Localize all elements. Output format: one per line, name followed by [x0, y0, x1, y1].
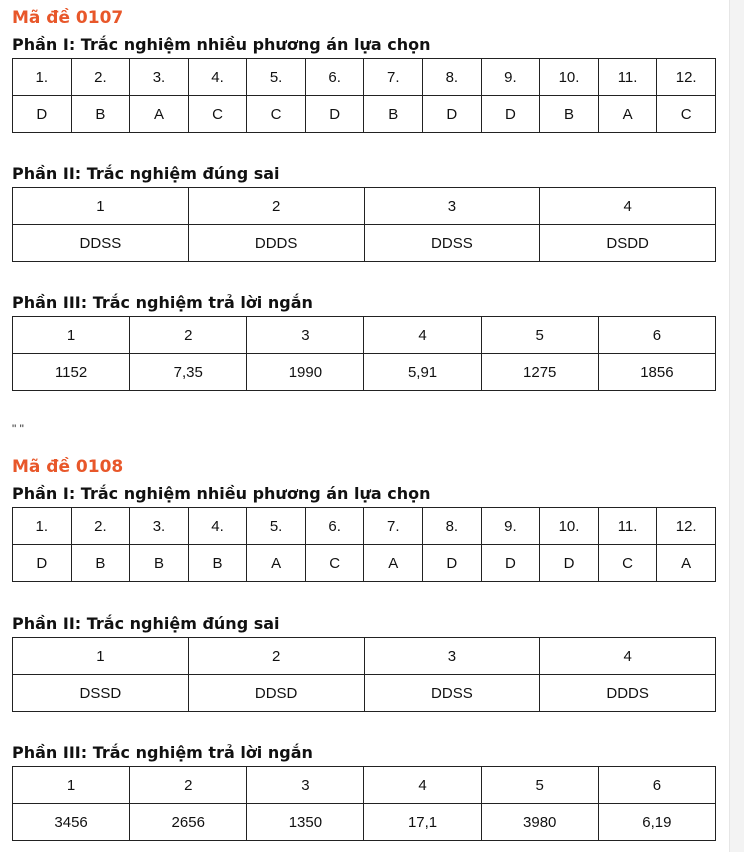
table-cell: 1. [13, 59, 72, 96]
table-cell: 1 [13, 317, 130, 354]
table-cell: DSSD [13, 675, 189, 712]
table-cell: 3 [364, 188, 540, 225]
table-cell: 7. [364, 59, 423, 96]
table-cell: 5. [247, 59, 306, 96]
table-cell: 4 [540, 188, 716, 225]
table-row-answers [13, 804, 716, 841]
table-cell: A [364, 545, 423, 582]
table-cell: 1152 [13, 354, 130, 391]
table-cell: DDSS [13, 225, 189, 262]
table-cell: D [540, 545, 599, 582]
table-cell: 1 [13, 638, 189, 675]
table-cell: 17,1 [364, 804, 481, 841]
exam-0108-part1 [12, 484, 716, 582]
table-cell: 4. [188, 508, 247, 545]
table-cell: B [364, 96, 423, 133]
part1-table [12, 58, 716, 133]
part3-title: Phần III: Trắc nghiệm trả lời ngắn [12, 293, 313, 312]
table-cell: 8. [423, 59, 482, 96]
table-cell: 2 [188, 188, 364, 225]
table-cell: 11. [598, 59, 657, 96]
table-cell: C [188, 96, 247, 133]
table-cell: 2. [71, 508, 130, 545]
table-cell: 4 [364, 317, 481, 354]
table-cell: A [598, 96, 657, 133]
table-cell: 3 [247, 317, 364, 354]
exam-0108-part2 [12, 614, 716, 712]
exam-code-0108-heading-block [12, 456, 716, 478]
table-cell: 6,19 [598, 804, 715, 841]
exam-0108-part3 [12, 743, 716, 841]
table-cell: C [247, 96, 306, 133]
table-cell: D [481, 545, 540, 582]
table-row-header [13, 638, 716, 675]
table-cell: 12. [657, 59, 716, 96]
table-row-answers [13, 96, 716, 133]
table-cell: 3. [130, 508, 189, 545]
table-cell: D [13, 96, 72, 133]
table-cell: C [305, 545, 364, 582]
table-cell: 2 [130, 317, 247, 354]
table-cell: DDDS [188, 225, 364, 262]
table-cell: 5 [481, 767, 598, 804]
table-cell: 1856 [598, 354, 715, 391]
table-cell: 10. [540, 59, 599, 96]
table-row-header [13, 188, 716, 225]
exam-0107-part3 [12, 293, 716, 391]
table-cell: 2656 [130, 804, 247, 841]
exam-0107-part1 [12, 35, 716, 133]
table-cell: 5 [481, 317, 598, 354]
table-cell: 7,35 [130, 354, 247, 391]
table-cell: 4. [188, 59, 247, 96]
table-cell: 12. [657, 508, 716, 545]
table-cell: D [305, 96, 364, 133]
scrollbar-track[interactable] [729, 0, 744, 852]
table-cell: C [598, 545, 657, 582]
exam-0107-part2 [12, 164, 716, 262]
table-cell: 2. [71, 59, 130, 96]
table-cell: D [13, 545, 72, 582]
table-cell: DDSS [364, 225, 540, 262]
part3-table [12, 766, 716, 841]
table-cell: 5. [247, 508, 306, 545]
table-cell: 6 [598, 317, 715, 354]
table-cell: D [423, 96, 482, 133]
part2-table [12, 637, 716, 712]
table-cell: 1350 [247, 804, 364, 841]
table-cell: B [540, 96, 599, 133]
part1-title: Phần I: Trắc nghiệm nhiều phương án lựa chọn [12, 484, 431, 503]
table-cell: 10. [540, 508, 599, 545]
table-cell: 5,91 [364, 354, 481, 391]
part2-title: Phần II: Trắc nghiệm đúng sai [12, 164, 280, 183]
table-cell: 9. [481, 59, 540, 96]
table-cell: A [657, 545, 716, 582]
table-cell: 11. [598, 508, 657, 545]
table-cell: 3980 [481, 804, 598, 841]
part1-table [12, 507, 716, 582]
table-cell: 1. [13, 508, 72, 545]
exam-code-title: Mã đề 0107 [12, 8, 124, 28]
part2-table [12, 187, 716, 262]
table-cell: 8. [423, 508, 482, 545]
table-cell: 2 [130, 767, 247, 804]
table-cell: 6 [598, 767, 715, 804]
table-cell: DDDS [540, 675, 716, 712]
table-row-answers [13, 354, 716, 391]
part1-title: Phần I: Trắc nghiệm nhiều phương án lựa chọn [12, 35, 431, 54]
table-cell: 1 [13, 188, 189, 225]
table-cell: DDSS [364, 675, 540, 712]
table-cell: 3 [247, 767, 364, 804]
separator-text: " " [12, 422, 24, 436]
table-row-header [13, 767, 716, 804]
table-cell: DSDD [540, 225, 716, 262]
table-cell: D [481, 96, 540, 133]
table-cell: 1990 [247, 354, 364, 391]
table-cell: 6. [305, 59, 364, 96]
table-cell: 3. [130, 59, 189, 96]
part3-table [12, 316, 716, 391]
table-row-header [13, 317, 716, 354]
table-cell: B [71, 96, 130, 133]
exam-code-title: Mã đề 0108 [12, 457, 124, 477]
table-cell: DDSD [188, 675, 364, 712]
table-cell: 6. [305, 508, 364, 545]
table-cell: 1 [13, 767, 130, 804]
table-cell: 1275 [481, 354, 598, 391]
table-cell: B [188, 545, 247, 582]
table-cell: 3 [364, 638, 540, 675]
table-cell: 4 [540, 638, 716, 675]
table-row-answers [13, 225, 716, 262]
table-row-header [13, 508, 716, 545]
table-cell: D [423, 545, 482, 582]
table-row-answers [13, 675, 716, 712]
part2-title: Phần II: Trắc nghiệm đúng sai [12, 614, 280, 633]
table-cell: 3456 [13, 804, 130, 841]
part3-title: Phần III: Trắc nghiệm trả lời ngắn [12, 743, 313, 762]
table-cell: A [247, 545, 306, 582]
table-cell: C [657, 96, 716, 133]
table-row-header [13, 59, 716, 96]
table-cell: 9. [481, 508, 540, 545]
table-cell: B [71, 545, 130, 582]
table-cell: 2 [188, 638, 364, 675]
table-row-answers [13, 545, 716, 582]
table-cell: B [130, 545, 189, 582]
table-cell: A [130, 96, 189, 133]
exam-code-0107-heading-block [12, 7, 716, 29]
table-cell: 4 [364, 767, 481, 804]
table-cell: 7. [364, 508, 423, 545]
